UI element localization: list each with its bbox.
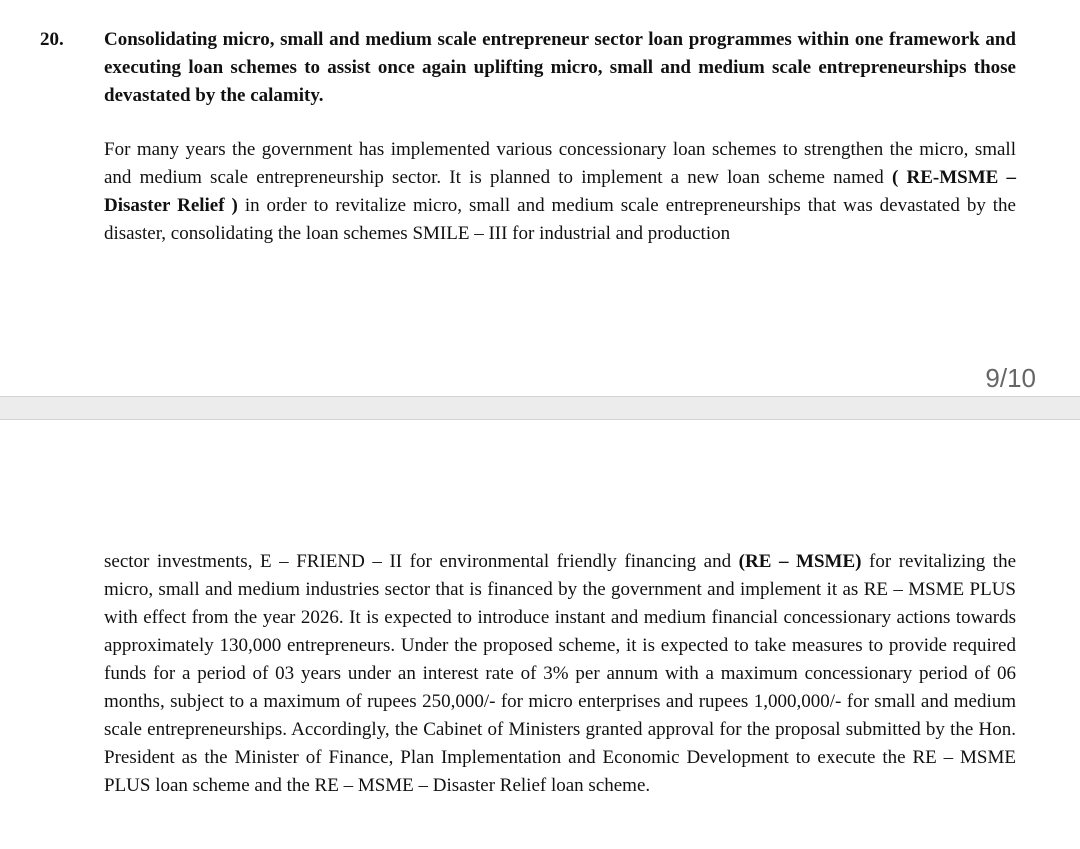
item-heading: Consolidating micro, small and medium scale entrepreneur sector loan programmes within one framework and executing loan schemes to assist once again uplifting micro, small and medium scale entrepreneurships those devastated by the calamity.	[104, 29, 1016, 106]
paragraph-2-text-b: for revitalizing the micro, small and medium industries sector that is financed by the government and implement it as RE – MSME PLUS with effect from the year 2026. It is expected to introduce instant and medium financial concessionary actions towards approximately 130,000 entrepreneurs. Under the proposed scheme, it is expected to take measures to provide required funds for a period of 03 years under an interest rate of 3% per annum with a maximum concessionary period of 06 months, subject to a maximum of rupees 250,000/- for micro enterprises and rupees 1,000,000/- for small and medium scale entrepreneurships. Accordingly, the Cabinet of Ministers granted approval for the proposal submitted by the Hon. President as the Minister of Finance, Plan Implementation and Economic Development to execute the RE – MSME PLUS loan scheme and the RE – MSME – Disaster Relief loan scheme.	[104, 551, 1017, 796]
scheme-name-bold: ( RE-MSME – Disaster Relief )	[104, 167, 1016, 216]
page-indicator: 9/10	[985, 363, 1036, 393]
paragraph-2-text-a: sector investments, E – FRIEND – II for environmental friendly financing and	[104, 551, 739, 572]
paragraph-2	[104, 548, 1016, 800]
paragraph-1-text-b: in order to revitalize micro, small and medium scale entrepreneurships that was devastated by the disaster, consolidating the loan schemes SMILE – III for industrial and production	[104, 195, 1016, 244]
item-number: 20.	[40, 29, 64, 50]
page-separator	[0, 396, 1080, 420]
paragraph-1-text-a: For many years the government has implemented various concessionary loan schemes to strengthen the micro, small and medium scale entrepreneurship sector. It is planned to implement a new loan scheme named	[104, 139, 1016, 188]
re-msme-bold: (RE – MSME)	[738, 551, 862, 572]
paragraph-1	[104, 136, 1016, 248]
document-page-9	[0, 0, 1080, 396]
